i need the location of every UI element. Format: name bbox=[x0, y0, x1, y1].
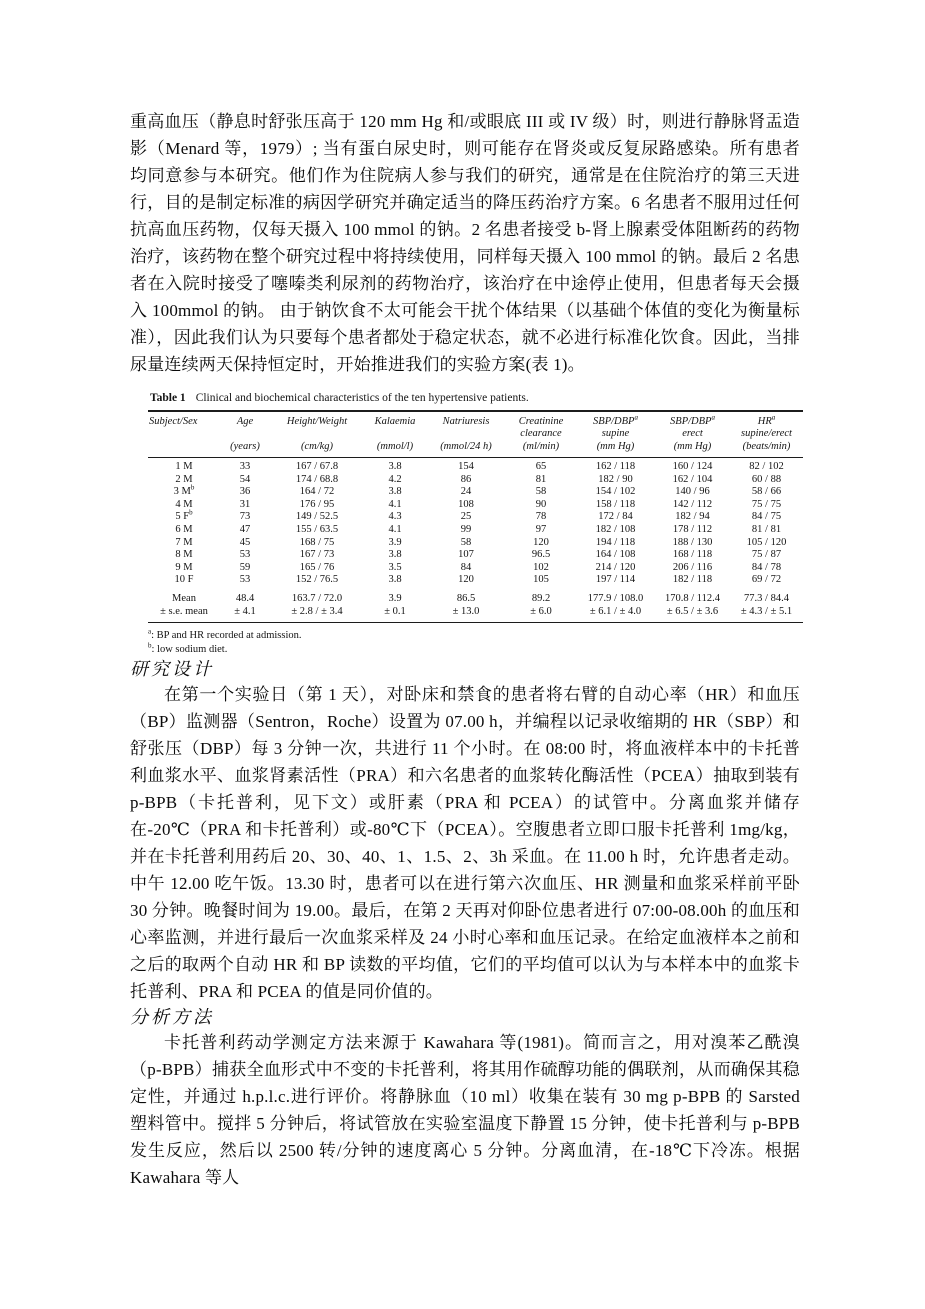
table-cell: 8 M bbox=[175, 549, 193, 561]
table-cell: ± 0.1 bbox=[364, 606, 426, 623]
table-cell: 3.8 bbox=[388, 549, 402, 561]
table-cell: 53 bbox=[239, 574, 251, 586]
table-cell: ± s.e. mean bbox=[148, 606, 220, 623]
table-cell: 165 / 76 bbox=[299, 561, 335, 573]
table1-summary bbox=[148, 587, 803, 623]
table-cell: 160 / 124 bbox=[672, 461, 713, 472]
table1-figure bbox=[148, 391, 803, 657]
table-cell: 167 / 73 bbox=[299, 549, 335, 561]
table-cell: 3.8 bbox=[388, 486, 402, 498]
table-cell: 5 $F^b$ bbox=[175, 508, 193, 523]
table-row bbox=[148, 499, 803, 512]
table-cell: 84 / 78 bbox=[751, 561, 782, 573]
table-cell: 162 / 118 bbox=[595, 461, 636, 472]
table-cell: 75 / 75 bbox=[751, 498, 782, 510]
table-cell: 31 bbox=[239, 498, 251, 510]
column-header: Natriuresis (mmol/24 h) bbox=[426, 411, 506, 458]
table1-body bbox=[148, 458, 803, 587]
table-cell: 105 / 120 bbox=[746, 536, 787, 548]
table-cell: 36 bbox=[239, 486, 251, 498]
table-cell: 3.9 bbox=[388, 536, 402, 548]
table-cell: 102 bbox=[533, 561, 549, 573]
table1-footnotes bbox=[148, 629, 803, 657]
column-header: Creatinine clearance (ml/min) bbox=[506, 411, 576, 458]
table-cell: 120 bbox=[533, 536, 549, 548]
table-cell: ± 6.1 / ± 4.0 bbox=[576, 606, 655, 623]
table-cell: 177.9 / 108.0 bbox=[587, 592, 644, 604]
table-cell: 84 / 75 bbox=[751, 511, 782, 523]
table-row bbox=[148, 474, 803, 487]
table1-table bbox=[148, 410, 803, 623]
table1-header-row bbox=[148, 411, 803, 458]
footnote-a bbox=[148, 629, 803, 643]
table-cell: 194 / 118 bbox=[595, 536, 636, 548]
table-cell: 60 / 88 bbox=[751, 473, 782, 485]
table-cell: 162 / 104 bbox=[672, 473, 713, 485]
summary-row bbox=[148, 606, 803, 623]
table-cell: 172 / 84 bbox=[598, 511, 633, 523]
table-cell: ± 6.5 / ± 3.6 bbox=[655, 606, 730, 623]
table-cell: 89.2 bbox=[531, 592, 551, 604]
table-cell: 158 / 118 bbox=[595, 498, 636, 510]
table-cell: 1 M bbox=[175, 461, 193, 472]
table-cell: 154 / 102 bbox=[595, 486, 636, 498]
table-cell: 163.7 / 72.0 bbox=[291, 592, 343, 604]
table-cell: 75 / 87 bbox=[751, 549, 782, 561]
footnote-b bbox=[148, 643, 803, 657]
table-cell: 86 bbox=[460, 473, 472, 485]
table-cell: 84 bbox=[460, 561, 472, 573]
table-cell: 105 bbox=[533, 574, 549, 586]
table-cell: 182 / 108 bbox=[595, 523, 636, 535]
table1-caption-label: Table 1 bbox=[150, 392, 186, 404]
table-row bbox=[148, 486, 803, 499]
table-cell: 214 / 120 bbox=[595, 561, 636, 573]
table-cell: 33 bbox=[239, 461, 251, 472]
table-cell: 176 / 95 bbox=[299, 498, 335, 510]
table-cell: 96.5 bbox=[531, 549, 551, 561]
table-cell: 59 bbox=[239, 561, 251, 573]
table-cell: 4.1 bbox=[388, 523, 402, 535]
footnote-a-text: : BP and HR recorded at admission. bbox=[151, 630, 302, 642]
table-cell: 170.8 / 112.4 bbox=[664, 592, 721, 604]
table-row bbox=[148, 549, 803, 562]
table1-head bbox=[148, 411, 803, 458]
table-row bbox=[148, 524, 803, 537]
table-cell: 78 bbox=[535, 511, 547, 523]
table-cell: 149 / 52.5 bbox=[295, 511, 339, 523]
table-cell: 24 bbox=[460, 486, 472, 498]
table-cell: Mean bbox=[172, 592, 196, 604]
column-header: Subject/Sex bbox=[148, 411, 220, 458]
table1-caption-text: Clinical and biochemical characteristics of the ten hypertensive patients. bbox=[195, 392, 529, 404]
table-cell: 3 $M^b$ bbox=[173, 483, 195, 498]
table-cell: 86.5 bbox=[456, 592, 476, 604]
table-row bbox=[148, 458, 803, 474]
table-cell: 10 F bbox=[174, 574, 194, 586]
table-cell: 69 / 72 bbox=[751, 574, 782, 586]
summary-row bbox=[148, 587, 803, 606]
table-cell: 4 M bbox=[175, 498, 193, 510]
table-cell: 65 bbox=[535, 461, 547, 472]
table-cell: 3.9 bbox=[388, 592, 402, 604]
table-cell: 3.8 bbox=[388, 574, 402, 586]
table-cell: 152 / 76.5 bbox=[295, 574, 339, 586]
table-cell: 48.4 bbox=[235, 592, 255, 604]
table-cell: 168 / 75 bbox=[299, 536, 335, 548]
table-cell: ± 4.3 / ± 5.1 bbox=[730, 606, 803, 623]
table-cell: 164 / 72 bbox=[299, 486, 335, 498]
table-cell: 53 bbox=[239, 549, 251, 561]
table-cell: 58 bbox=[535, 486, 547, 498]
table-cell: 206 / 116 bbox=[672, 561, 713, 573]
table-cell: 182 / 118 bbox=[672, 574, 713, 586]
table-cell: 54 bbox=[239, 473, 251, 485]
table-cell: 178 / 112 bbox=[672, 523, 713, 535]
section-heading-design: 研究设计 bbox=[130, 659, 214, 680]
footnote-b-marker: b bbox=[148, 641, 152, 650]
table-cell: ± 6.0 bbox=[506, 606, 576, 623]
table-cell: 90 bbox=[535, 498, 547, 510]
table-cell: ± 4.1 bbox=[220, 606, 270, 623]
table-cell: 182 / 94 bbox=[675, 511, 710, 523]
table-cell: 7 M bbox=[175, 536, 193, 548]
table-cell: 4.1 bbox=[388, 498, 402, 510]
column-header: Height/Weight (cm/kg) bbox=[270, 411, 364, 458]
table-cell: 167 / 67.8 bbox=[295, 461, 339, 472]
table-cell: 97 bbox=[535, 523, 547, 535]
table-row bbox=[148, 574, 803, 587]
table-cell: 168 / 118 bbox=[672, 549, 713, 561]
table-cell: 6 M bbox=[175, 523, 193, 535]
table-cell: 2 M bbox=[175, 473, 193, 485]
column-header: SBP/DBP$^a$ supine (mm Hg) bbox=[576, 411, 655, 458]
table-cell: 174 / 68.8 bbox=[295, 473, 339, 485]
column-header: Age (years) bbox=[220, 411, 270, 458]
table-cell: 4.3 bbox=[388, 511, 402, 523]
table-row bbox=[148, 562, 803, 575]
footnote-b-text: : low sodium diet. bbox=[151, 644, 228, 656]
table-cell: ± 2.8 / ± 3.4 bbox=[270, 606, 364, 623]
table-cell: 81 / 81 bbox=[751, 523, 782, 535]
table1-caption bbox=[150, 391, 803, 405]
table-cell: 188 / 130 bbox=[672, 536, 713, 548]
column-header: SBP/DBP$^a$ erect (mm Hg) bbox=[655, 411, 730, 458]
table-cell: 81 bbox=[535, 473, 547, 485]
table-cell: 73 bbox=[239, 511, 251, 523]
footnote-a-marker: a bbox=[148, 627, 152, 636]
column-header: $HR^a$ supine/erect (beats/min) bbox=[730, 411, 803, 458]
table-cell: 107 bbox=[458, 549, 474, 561]
method-paragraph: 卡托普利药动学测定方法来源于 Kawahara 等(1981)。简而言之，用对溴苯乙酰溴（p-BPB）捕获全血形式中不变的卡托普利，将其用作硫醇功能的偶联剂，从而确保其稳定性，并通过 h.p.l.c.进行评价。将静脉血（10 ml）收集在装有 30 mg p-BPB 的 Sarsted 塑料管中。搅拌 5 分钟后，将试管放在实验室温度下静置 15 分钟，使卡托普利与 p-BPB 发生反应，然后以 2500 转/分钟的速度离心 5 分钟。分离血清，在-18℃下冷冻。根据 Kawahara 等人 bbox=[130, 1033, 800, 1188]
table-cell: 3.8 bbox=[388, 461, 402, 472]
section-heading-method: 分析方法 bbox=[130, 1007, 214, 1028]
table-cell: 47 bbox=[239, 523, 251, 535]
table-cell: 58 bbox=[460, 536, 472, 548]
table-cell: 4.2 bbox=[388, 473, 402, 485]
table-cell: 3.5 bbox=[388, 561, 402, 573]
table-row bbox=[148, 511, 803, 524]
table-cell: 142 / 112 bbox=[672, 498, 713, 510]
table-cell: 25 bbox=[460, 511, 472, 523]
design-paragraph: 在第一个实验日（第 1 天），对卧床和禁食的患者将右臂的自动心率（HR）和血压（BP）监测器（Sentron，Roche）设置为 07.00 h，并编程以记录收缩期的 HR（SBP）和舒张压（DBP）每 3 分钟一次，共进行 11 个小时。在 08:00 时，将血液样本中的卡托普利血浆水平、血浆肾素活性（PRA）和六名患者的血浆转化酶活性（PCEA）抽取到装有 p-BPB（卡托普利，见下文）或肝素（PRA 和 PCEA）的试管中。分离血浆并储存在-20℃（PRA 和卡托普利）或-80℃下（PCEA）。空腹患者立即口服卡托普利 1mg/kg，并在卡托普利用药后 20、30、40、1、1.5、2、3h 采血。在 11.00 h 时，允许患者走动。中午 12.00 吃午饭。13.30 时，患者可以在进行第六次血压、HR 测量和血浆采样前平卧 30 分钟。晚餐时间为 19.00。最后，在第 2 天再对仰卧位患者进行 07:00-08.00h 的血压和心率监测，并进行最后一次血浆采样及 24 小时心率和血压记录。在给定血液样本之前和之后的取两个自动 HR 和 BP 读数的平均值，它们的平均值可以认为与本样本中的血浆卡托普利、PRA 和 PCEA 的值是同价值的。 bbox=[130, 685, 800, 1002]
table-cell: 182 / 90 bbox=[598, 473, 633, 485]
table-cell: 197 / 114 bbox=[595, 574, 636, 586]
table-cell: 77.3 / 84.4 bbox=[744, 592, 789, 604]
table-cell: 140 / 96 bbox=[675, 486, 710, 498]
column-header: Kalaemia (mmol/l) bbox=[364, 411, 426, 458]
table-cell: 108 bbox=[458, 498, 474, 510]
table-cell: 99 bbox=[460, 523, 472, 535]
table-cell: 154 bbox=[458, 461, 474, 472]
table-cell: 45 bbox=[239, 536, 251, 548]
table-cell: ± 13.0 bbox=[426, 606, 506, 623]
table-cell: 155 / 63.5 bbox=[295, 523, 339, 535]
table-cell: 82 / 102 bbox=[749, 461, 784, 472]
table-cell: 120 bbox=[458, 574, 474, 586]
table-row bbox=[148, 537, 803, 550]
table-cell: 58 / 66 bbox=[751, 486, 782, 498]
intro-paragraph: 重高血压（静息时舒张压高于 120 mm Hg 和/或眼底 III 或 IV 级）时，则进行静脉肾盂造影（Menard 等，1979）; 当有蛋白尿史时，则可能存在肾炎或反复尿路感染。所有患者均同意参与本研究。他们作为住院病人参与我们的研究，通常是在住院治疗的第三天进行，目的是制定标准的病因学研究并确定适当的降压药治疗方案。6 名患者不服用过任何抗高血压药物，仅每天摄入 100 mmol 的钠。2 名患者接受 b-肾上腺素受体阻断药的药物治疗，该药物在整个研究过程中将持续使用，同样每天摄入 100 mmol 的钠。最后 2 名患者在入院时接受了噻嗪类利尿剂的药物治疗，该治疗在中途停止使用，但患者每天会摄入 100mmol 的钠。 由于钠饮食不太可能会干扰个体结果（以基础个体值的变化为衡量标准），因此我们认为只要每个患者都处于稳定状态，就不必进行标准化饮食。因此，当排尿量连续两天保持恒定时，开始推进我们的实验方案(表 1)。 bbox=[130, 112, 800, 374]
table-cell: 9 M bbox=[175, 561, 193, 573]
table-cell: 164 / 108 bbox=[595, 549, 636, 561]
